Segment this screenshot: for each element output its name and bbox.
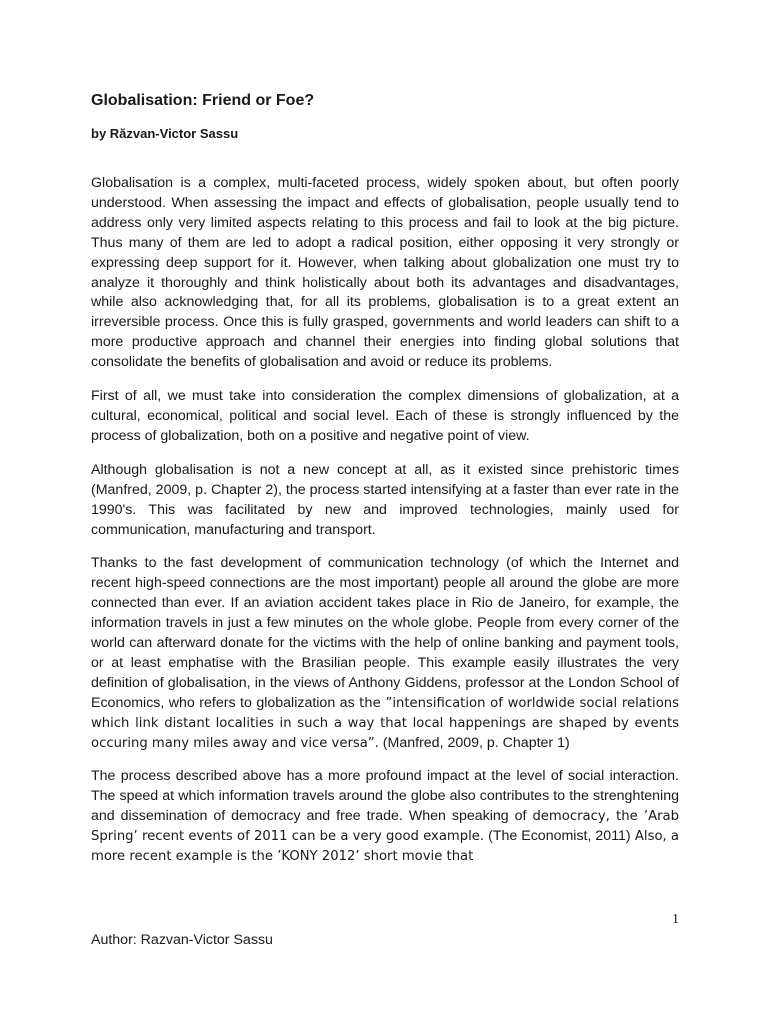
paragraph-3: Although globalisation is not a new concept at all, as it existed since prehistoric times (Manfred, 2009, p. Chapter 2), the process started intensifying at a faster than ever rate in the 1990's. This was facilitated by new and improved technologies, mainly used for communication, manufacturing and transport. <box>91 461 679 538</box>
paragraph-1: Globalisation is a complex, multi-faceted process, widely spoken about, but often poorly understood. When assessing the impact and effects of globalisation, people usually tend to address only very limited aspects relating to this process and fail to look at the big picture. Thus many of them are led to adopt a radical position, either opposing it very strongly or expressing deep support for it. However, when talking about globalization one must try to analyze it thoroughly and think holistically about both its advantages and disadvantages, while also acknowledging that, for all its problems, globalisation is to a great extent an irreversible process. Once this is fully grasped, governments and world leaders can shift to a more productive approach and channel their energies into finding global solutions that consolidate the benefits of globalisation and avoid or reduce its problems. <box>91 175 679 371</box>
author-byline: by Răzvan-Victor Sassu <box>91 126 239 141</box>
document-body <box>91 174 679 867</box>
giddens-quote: the ”intensification of worldwide social relations which link distant localities in such a way that local happenings are shaped by events occuring many miles away and vice versa”. <box>91 695 679 751</box>
document-title: Globalisation: Friend or Foe? <box>91 92 315 109</box>
page-footer: Author: Razvan-Victor Sassu <box>91 932 273 948</box>
paragraph-4-text: Thanks to the fast development of communication technology (of which the Internet and recent high-speed connections are the most important) people all around the globe are more connected than ever. If an aviation accident takes place in Rio de Janeiro, for example, the information travels in just a few minutes on the whole globe. People from every corner of the world can afterward donate for the victims with the help of online banking and payment tools, or at least emphatise with the Brasilian people. This example easily illustrates the very definition of globalisation, in the views of Anthony Giddens, professor at the London School of Economics, who refers to globalization as <box>91 555 679 711</box>
paragraph-5-text: The process described above has a more profound impact at the level of social interaction. The speed at which information travels around the globe also contributes to the strenghtening and dissemination of democracy and free trade. When speaking of <box>91 768 679 825</box>
paragraph-5 <box>91 767 679 867</box>
page-number: 1 <box>672 912 679 927</box>
paragraph-2: First of all, we must take into consideration the complex dimensions of globalization, at a cultural, economical, political and social level. Each of these is strongly influenced by the process of globalization, both on a positive and negative point of view. <box>91 388 679 444</box>
paragraph-4 <box>91 554 679 753</box>
kony-text: Also, a more recent example is the ’KONY 2012’ short movie that <box>91 829 680 865</box>
paragraph-4-citation: (Manfred, 2009, p. Chapter 1) <box>378 734 570 751</box>
page-content <box>91 90 679 881</box>
paragraph-5-citation: (The Economist, 2011) <box>484 828 631 845</box>
arab-spring-text: democracy, the ’Arab Spring’ recent events of 2011 can be a very good example. <box>91 809 680 845</box>
